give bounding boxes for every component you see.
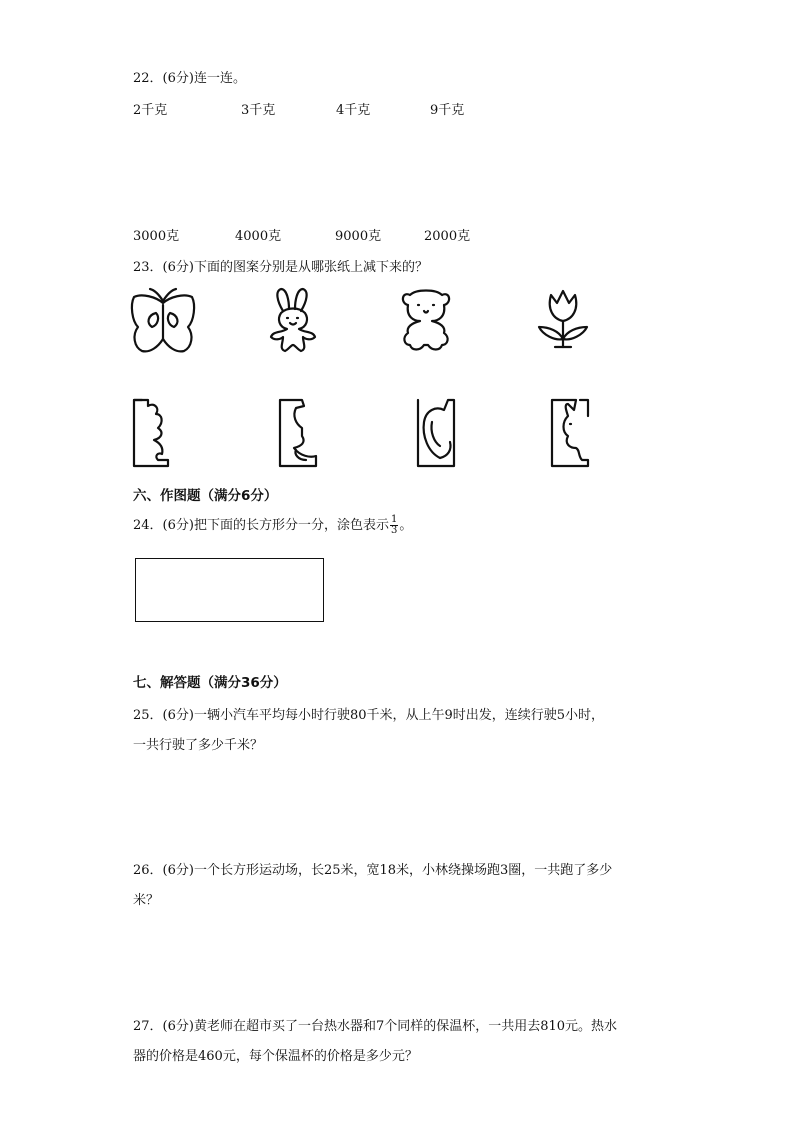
fraction-denominator: 3 xyxy=(390,525,398,536)
tulip-icon xyxy=(533,287,591,353)
q24-text-before: 24．(6分)把下面的长方形分一分，涂色表示 xyxy=(133,518,389,533)
rectangle-to-divide[interactable] xyxy=(135,558,324,622)
section-7-heading: 七、解答题（满分36分） xyxy=(133,675,287,691)
weight-label-bottom-3: 9000克 xyxy=(335,229,382,244)
butterfly-icon xyxy=(128,287,198,357)
weight-label-top-3: 4千克 xyxy=(336,103,371,118)
bear-half-icon xyxy=(128,396,174,470)
bear-icon xyxy=(398,287,454,353)
weight-label-top-4: 9千克 xyxy=(430,103,465,118)
section-6-heading: 六、作图题（满分6分） xyxy=(133,488,278,504)
weight-label-bottom-4: 2000克 xyxy=(424,229,471,244)
q27-line2: 器的价格是460元，每个保温杯的价格是多少元？ xyxy=(133,1049,418,1064)
q22-title: 22．(6分)连一连。 xyxy=(133,71,246,86)
fraction-numerator: 1 xyxy=(390,514,398,525)
q27-line1: 27．(6分)黄老师在超市买了一台热水器和7个同样的保温杯，一共用去810元。热水 xyxy=(133,1019,618,1034)
rabbit-icon xyxy=(263,287,323,353)
q26-line1: 26．(6分)一个长方形运动场，长25米，宽18米，小林绕操场跑3圈，一共跑了多少 xyxy=(133,863,613,878)
fraction-one-third xyxy=(390,515,398,536)
butterfly-half-icon xyxy=(414,396,460,470)
q24-text-after: 。 xyxy=(399,518,413,533)
q25-line2: 一共行驶了多少千米？ xyxy=(133,738,264,753)
rabbit-half-icon xyxy=(548,396,594,470)
q24-text xyxy=(133,514,412,536)
q25-line1: 25．(6分)一辆小汽车平均每小时行驶80千米，从上午9时出发，连续行驶5小时， xyxy=(133,708,605,723)
q26-line2: 米？ xyxy=(133,893,160,908)
q23-title: 23．(6分)下面的图案分别是从哪张纸上减下来的？ xyxy=(133,260,428,275)
weight-label-top-1: 2千克 xyxy=(133,103,168,118)
weight-label-top-2: 3千克 xyxy=(241,103,276,118)
weight-label-bottom-1: 3000克 xyxy=(133,229,180,244)
tulip-half-icon xyxy=(276,396,322,470)
weight-label-bottom-2: 4000克 xyxy=(235,229,282,244)
